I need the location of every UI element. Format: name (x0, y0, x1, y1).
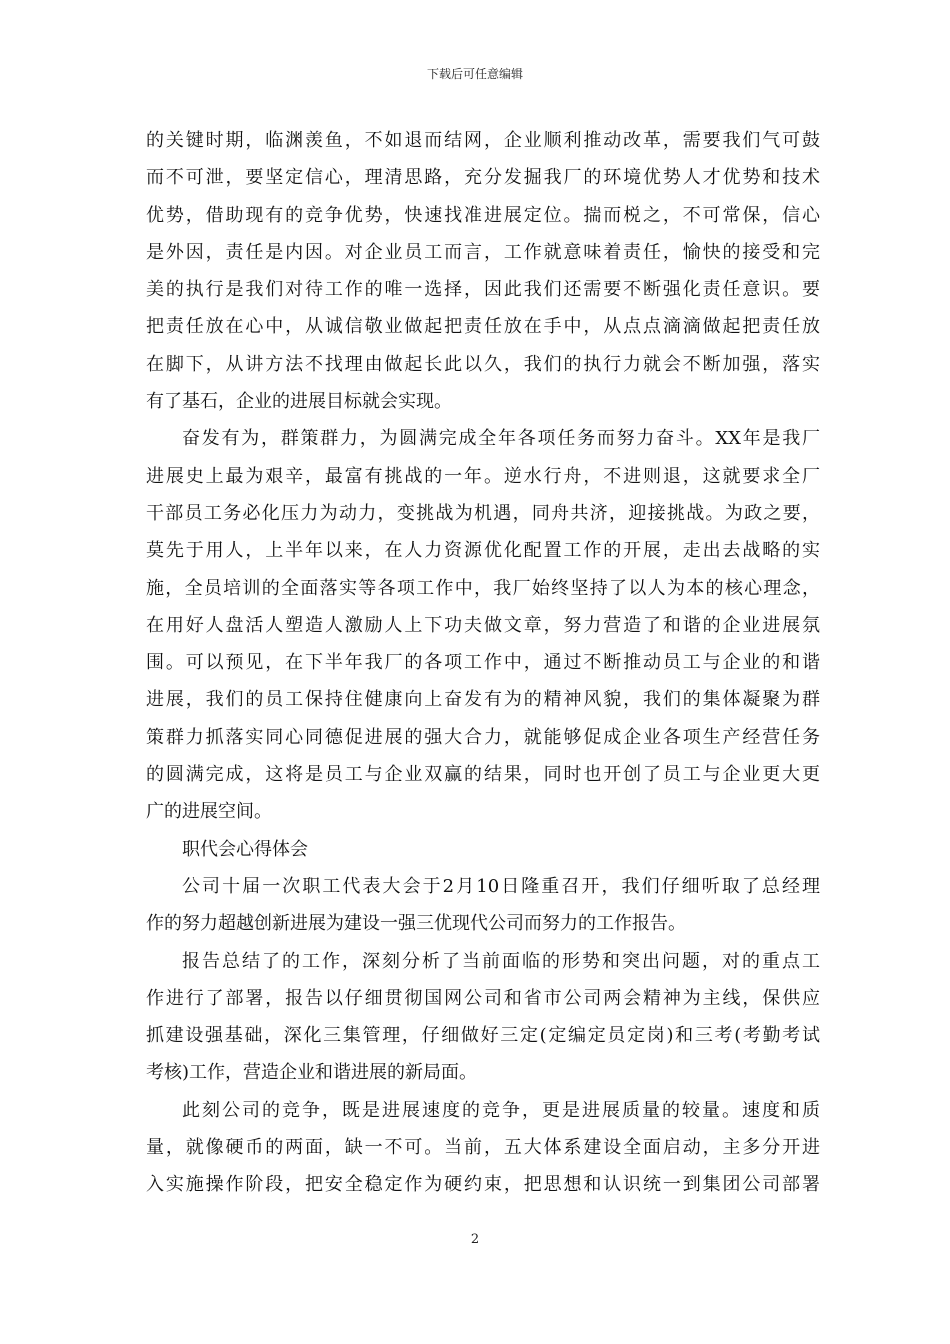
text-line: 进展，我们的员工保持住健康向上奋发有为的精神风貌，我们的集体凝聚为群 (146, 689, 820, 711)
text-line: 在用好人盘活人塑造人激励人上下功夫做文章，努力营造了和谐的企业进展氛 (146, 614, 820, 636)
text-line: 是外因，责任是内因。对企业员工而言，工作就意味着责任，愉快的接受和完 (146, 241, 820, 263)
text-line: 干部员工务必化压力为动力，变挑战为机遇，同舟共济，迎接挑战。为政之要， (146, 502, 820, 524)
text-line: 把责任放在心中，从诚信敬业做起把责任放在手中，从点点滴滴做起把责任放 (146, 316, 820, 338)
text-line: 量，就像硬币的两面，缺一不可。当前，五大体系建设全面启动，主多分开进 (146, 1137, 820, 1159)
text-line: 莫先于用人，上半年以来，在人力资源优化配置工作的开展，走出去战略的实 (146, 540, 820, 562)
paragraph-start-line: 报告总结了的工作，深刻分析了当前面临的形势和突出问题，对的重点工 (182, 950, 820, 972)
page-header: 下载后可任意编辑 (426, 67, 523, 81)
paragraph-start-line: 此刻公司的竞争，既是进展速度的竞争，更是进展质量的较量。速度和质 (182, 1099, 820, 1121)
page-number: 2 (470, 1232, 480, 1247)
text-line: 作的努力超越创新进展为建设一强三优现代公司而努力的工作报告。 (146, 913, 686, 935)
text-line: 进展史上最为艰辛，最富有挑战的一年。逆水行舟，不进则退，这就要求全厂 (146, 465, 820, 487)
text-line: 的圆满完成，这将是员工与企业双赢的结果，同时也开创了员工与企业更大更 (146, 764, 820, 786)
text-line: 施，全员培训的全面落实等各项工作中，我厂始终坚持了以人为本的核心理念， (146, 577, 820, 599)
text-line: 考核)工作，营造企业和谐进展的新局面。 (146, 1062, 478, 1084)
text-line: 在脚下，从讲方法不找理由做起长此以久，我们的执行力就会不断加强，落实 (146, 353, 820, 375)
section-heading: 职代会心得体会 (182, 838, 308, 860)
text-line: 优势，借助现有的竞争优势，快速找准进展定位。揣而棁之，不可常保，信心 (146, 204, 820, 226)
text-line: 而不可泄，要坚定信心，理清思路，充分发掘我厂的环境优势人才优势和技术 (146, 167, 820, 189)
text-line: 有了基石，企业的进展目标就会实现。 (146, 391, 452, 413)
text-line: 的关键时期，临渊羡鱼，不如退而结网，企业顺利推动改革，需要我们气可鼓 (146, 130, 820, 151)
text-line: 抓建设强基础，深化三集管理，仔细做好三定(定编定员定岗)和三考(考勤考试 (146, 1025, 820, 1047)
text-line: 围。可以预见，在下半年我厂的各项工作中，通过不断推动员工与企业的和谐 (146, 652, 820, 674)
paragraph-start-line: 奋发有为，群策群力，为圆满完成全年各项任务而努力奋斗。XX年是我厂 (182, 428, 820, 450)
paragraph-start-line: 公司十届一次职工代表大会于2月10日隆重召开，我们仔细听取了总经理 (182, 875, 820, 897)
body-text (146, 122, 820, 1204)
text-line: 广的进展空间。 (146, 801, 272, 823)
text-line: 策群力抓落实同心同德促进展的强大合力，就能够促成企业各项生产经营任务 (146, 726, 820, 748)
text-line: 美的执行是我们对待工作的唯一选择，因此我们还需要不断强化责任意识。要 (146, 279, 820, 301)
text-line: 入实施操作阶段，把安全稳定作为硬约束，把思想和认识统一到集团公司部署 (146, 1174, 820, 1196)
text-line: 作进行了部署，报告以仔细贯彻国网公司和省市公司两会精神为主线，保供应 (146, 987, 820, 1009)
